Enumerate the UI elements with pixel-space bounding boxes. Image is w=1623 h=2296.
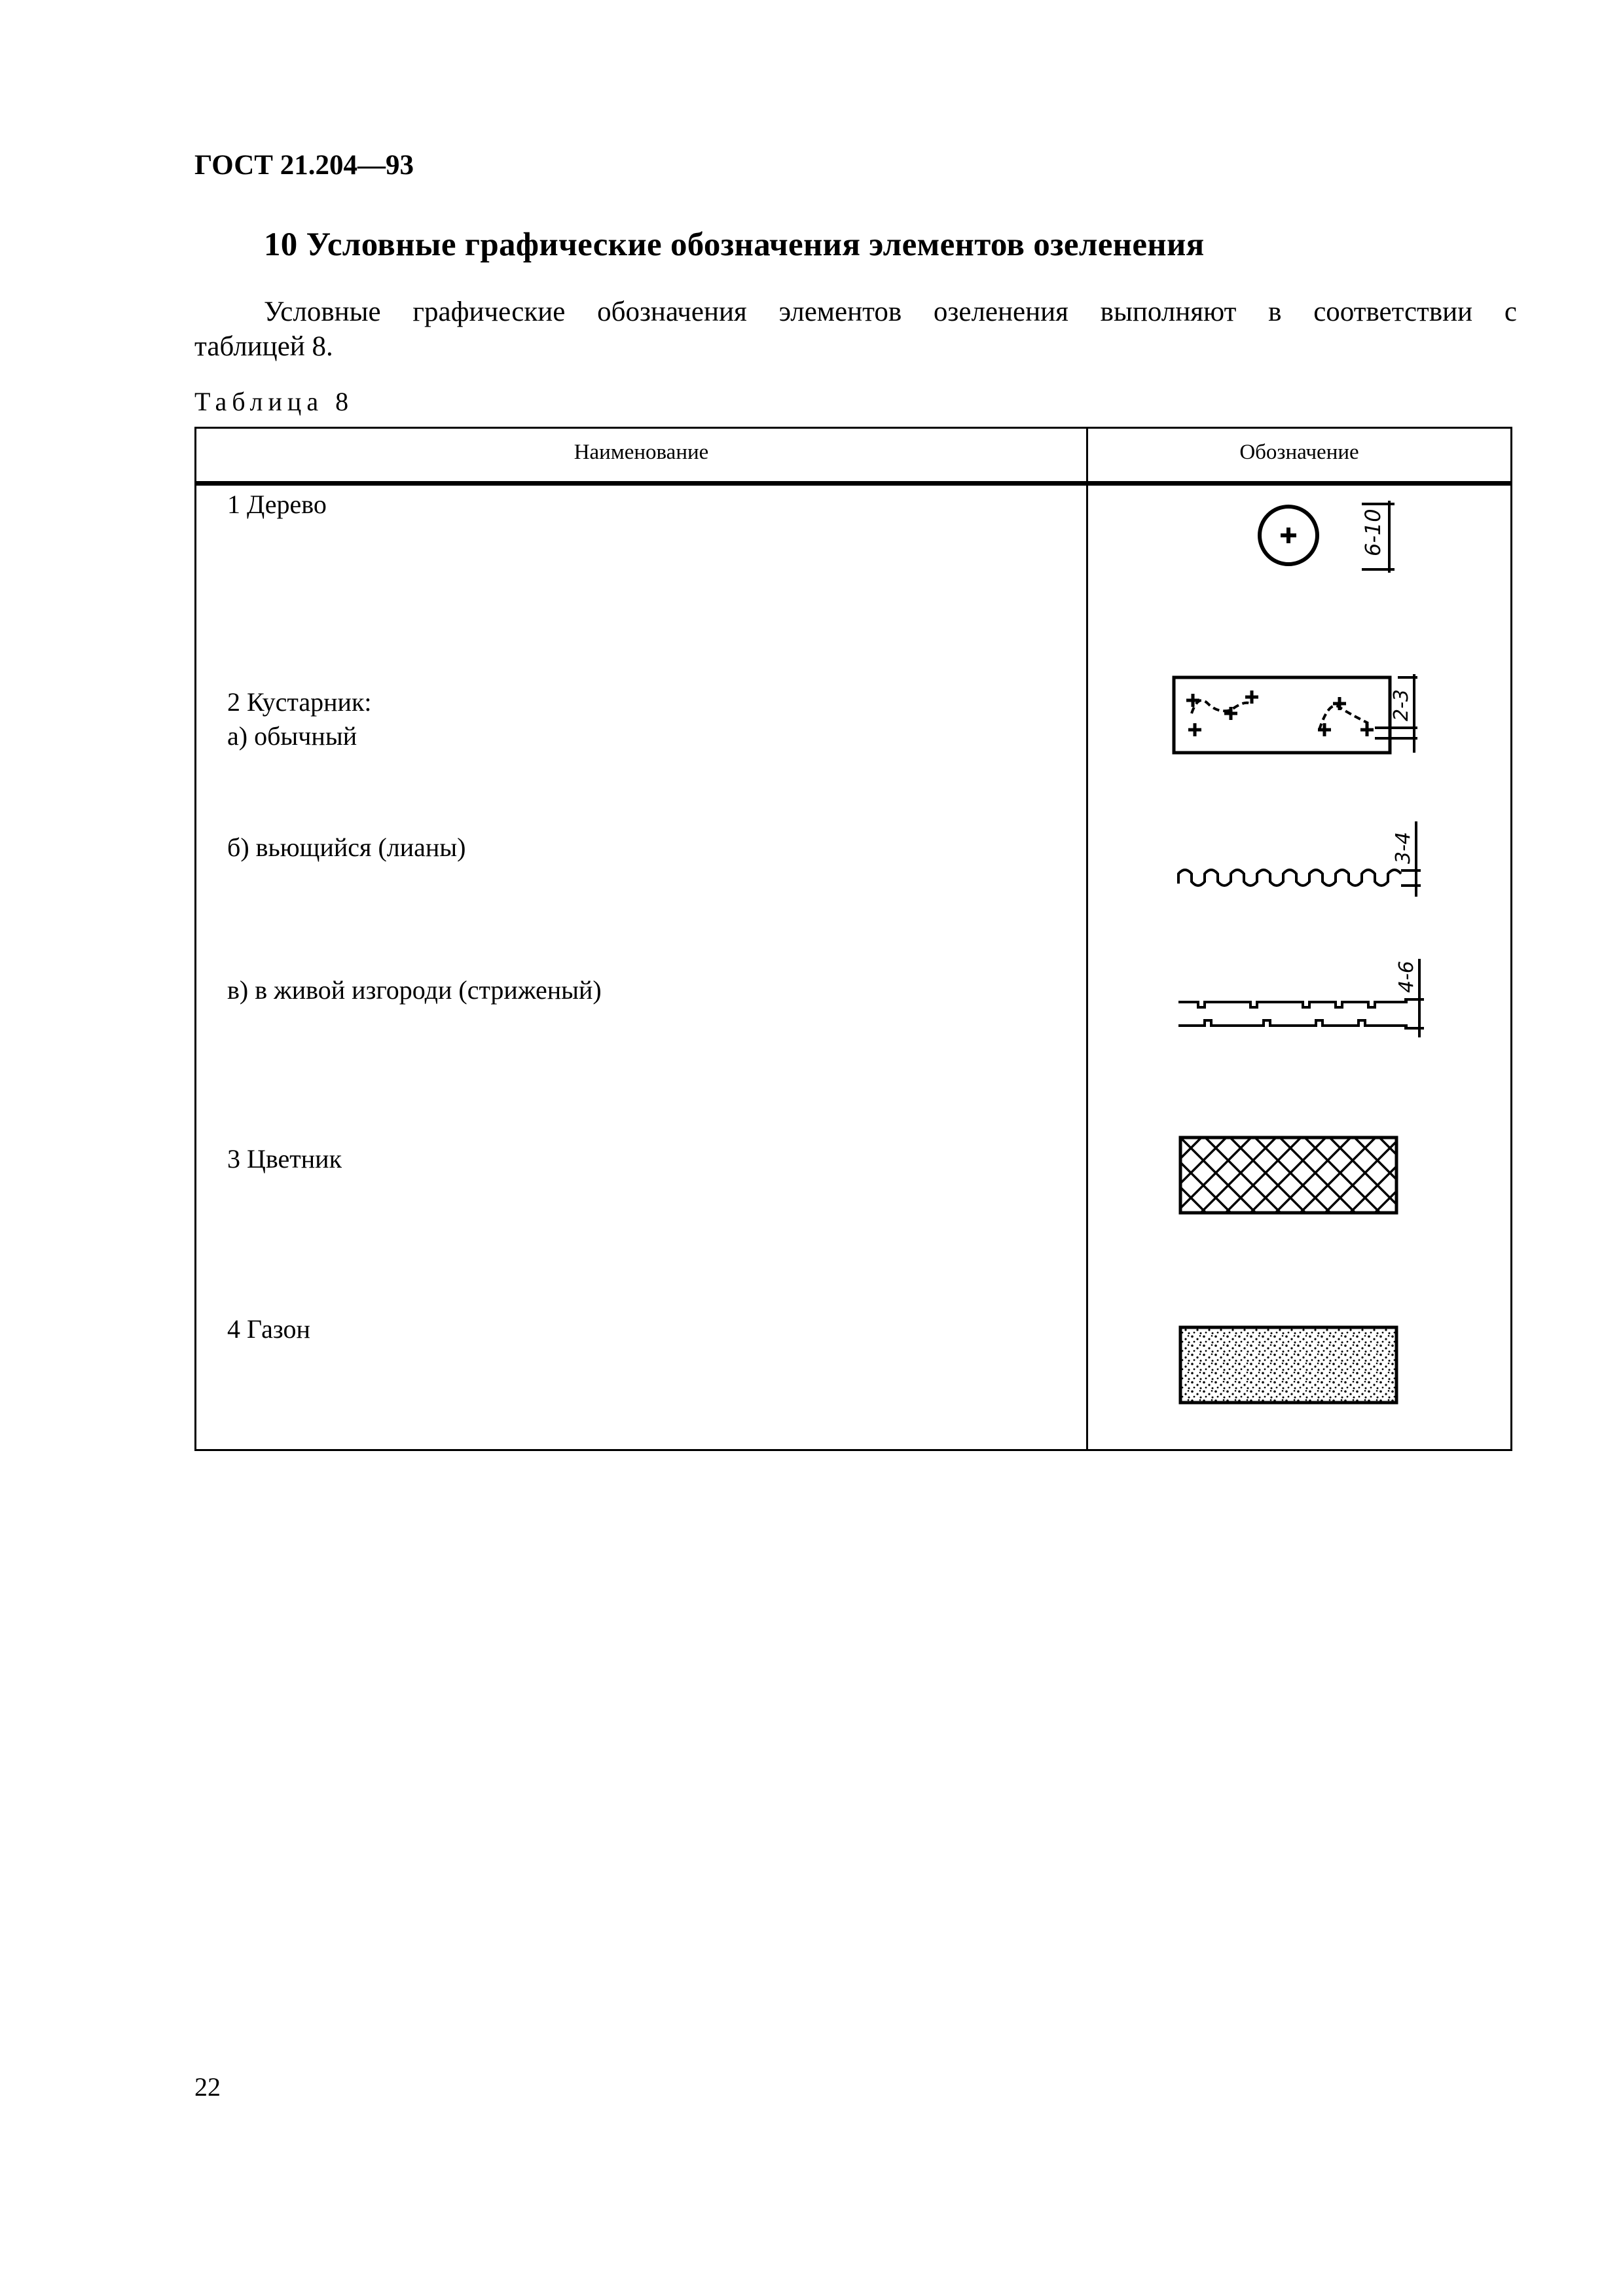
lawn-stipple-symbol	[1178, 1325, 1401, 1407]
header-symbol: Обозначение	[1239, 440, 1359, 464]
shrub-ordinary-symbol	[1172, 668, 1473, 766]
tree-dimension: 6-10	[1360, 509, 1385, 556]
row-label-shrub: 2 Кустарник:	[227, 687, 372, 717]
shrub-climbing-symbol	[1172, 815, 1473, 906]
flowerbed-hatch-symbol	[1178, 1136, 1401, 1217]
page-number: 22	[194, 2072, 221, 2102]
document-code: ГОСТ 21.204—93	[194, 150, 414, 181]
row-label-shrub-climbing: б) вьющийся (лианы)	[227, 833, 466, 862]
shrub-climbing-dimension: 3-4	[1392, 832, 1415, 864]
column-divider	[1086, 429, 1088, 1449]
row-label-tree: 1 Дерево	[227, 490, 327, 519]
header-rule	[196, 481, 1510, 486]
intro-line-1: Условные графические обозначения элементов озеленения выполняют в соответствии с	[264, 296, 1517, 327]
hedge-symbol	[1172, 952, 1473, 1044]
row-label-lawn: 4 Газон	[227, 1314, 310, 1344]
shrub-ordinary-dimension: 2-3	[1390, 689, 1413, 721]
row-label-flowerbed: 3 Цветник	[227, 1144, 342, 1174]
table-caption: Таблица 8	[194, 387, 354, 416]
legend-table	[194, 427, 1512, 1451]
header-name: Наименование	[574, 440, 709, 464]
tree-symbol	[1244, 494, 1467, 605]
hedge-dimension: 4-6	[1395, 961, 1418, 993]
row-label-shrub-ordinary: а) обычный	[227, 721, 357, 751]
row-label-hedge: в) в живой изгороди (стриженый)	[227, 975, 602, 1005]
section-title: 10 Условные графические обозначения элементов озеленения	[264, 226, 1205, 263]
intro-line-2: таблицей 8.	[194, 331, 333, 362]
intro-paragraph	[194, 295, 1517, 364]
